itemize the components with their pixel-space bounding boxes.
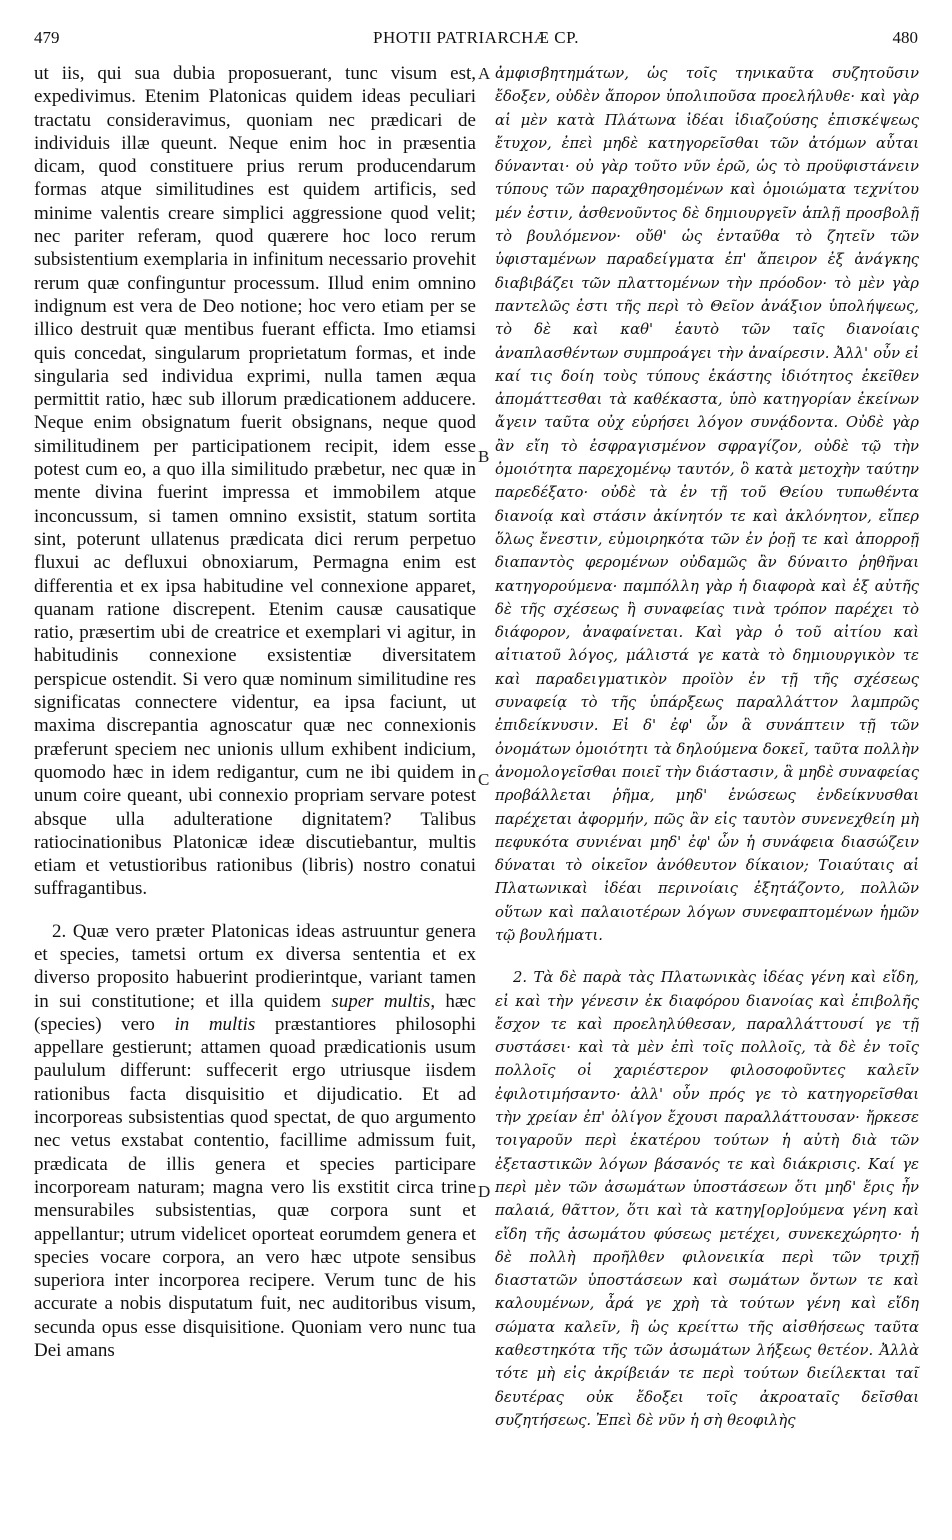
latin-paragraph-2 xyxy=(34,920,476,1363)
greek-column xyxy=(495,62,919,1432)
page-number-right: 480 xyxy=(892,28,918,47)
latin-column xyxy=(34,62,476,1362)
margin-marker-d: D xyxy=(478,1182,491,1201)
latin-paragraph-1: ut iis, qui sua dubia proposuerant, tunc visum est, expedivimus. Etenim Platonicas quidem ideas peculiari tractatu consideravimus, quoniam nec prædicari de individuis illæ queunt. Neque enim hoc in præsentia dicam, quod constituere prius rerum producendarum formas atque similitudines est quidem artificis, sed minime valentis creare simplici aggressione quod velit; nec pariter referam, quod quærere hoc loco rerum subsistentium exemplaria in infinitum necessario provehit rerum quæ confinguntur processum. Illud enim omnino indignum est vera de Deo notione; hoc vero etiam per se illico destruit quæ mentibus fuerant efficta. Imo etiamsi quis concedat, singularum proprietatum formas, et inde singularia sed individua exprimi, nulla tamen æqua permittit ratio, hæc sub illorum prædicationem adducere. Neque enim obsignatum fuerit obsignans, neque quod similitudinem per participationem recipit, idem esse potest cum eo, a quo illa similitudo præbetur, nec quæ in mente divina fuerint impressa et immobilem atque inconcussum, si tamen omnino exsistit, statum sortita sint, poterunt ullatenus prædicata dici rerum perpetuo fluxui ac defluxui obnoxiarum, Permagna enim est differentia et ex ipsa habitudine vel connexione apparet, quanam ratione discrepent. Etenim causæ causatique ratio, præsertim ubi de creatrice et exemplari vi agitur, in habitudinis connexione exsistentiæ diversitatem perspicue ostendit. Si vero quæ nominum similitudine res significatas connectere videntur, ea ipsa faciunt, ut maxima discrepantia agnoscatur quæ nec connexionis præferunt speciem nec unionis ullum exhibent indicium, quomodo hæc in idem redigantur, cum ne ibi quidem in unum coire queant, ubi connexio propriam servare potest absque ulla adulteratione dignitatem? Talibus ratiocinationibus Platonicæ ideæ discutiebantur, multis etiam et vetustioribus rationibus (libris) nostro conatui suffragantibus. xyxy=(34,63,476,900)
running-title: PHOTII PATRIARCHÆ CP. xyxy=(373,28,579,47)
page-number-left: 479 xyxy=(34,28,60,47)
margin-marker-c: C xyxy=(478,770,490,789)
greek-paragraph-2: 2. Τὰ δὲ παρὰ τὰς Πλατωνικὰς ἰδέας γένη καὶ εἴδη, εἰ καὶ τὴν γένεσιν ἐκ διαφόρου διανοίας καὶ ἐπιβολῆς ἔσχον τε καὶ προεληλύθεσαν, παραλλάττουσί γε τῇ συστάσει· καὶ τὰ μὲν ἐπὶ τοῖς πολλοῖς, τὰ δὲ ἐν τοῖς πολλοῖς οἱ χαριέστερον φιλοσοφοῦντες καλεῖν ἐφιλοτιμήσαντο· ἀλλ' οὖν πρός γε τὸ κατηγορεῖσθαι τὴν χρείαν ἐπ' ὀλίγον ἔχουσι παραλλάττουσαν· ἤρκεσε τοιγαροῦν περὶ ἑκατέρου τούτων ἡ αὐτὴ διὰ τῶν ἐξεταστικῶν λόγων βάσανός τε καὶ διάκρισις. Καί γε περὶ μὲν τῶν ἀσωμάτων ὑποστάσεων ὅτι μηδ' ἔρις ἦν παλαιά, θᾶττον, ὅτι καὶ τὰ κατηγ[ορ]ούμενα γένη καὶ εἴδη τῆς ἀσωμάτου φύσεως μετέχει, συνεκεχώρητο· ἡ δὲ πολλὴ προῆλθεν φιλονεικία περὶ τῶν τριχῇ διαστατῶν ὑποστάσεων καὶ σωμάτων ὄντων τε καὶ καλουμένων, ἆρά γε χρὴ τὰ τούτων γένη καὶ εἴδη σώματα καλεῖν, ἢ ὡς κρείττω τῆς αἰσθήσεως ταῦτα καθεστηκότα τῆς τῶν ἀσωμάτων λήξεως θετέον. Ἀλλὰ τότε μὴ εἰς ἀκρίβειάν τε περὶ τούτων διείλεκται ταῖ δευτέρας οὐκ ἔδοξει τοῖς ἀκροαταῖς δεῖσθαι συζητήσεως. Ἐπεὶ δὲ νῦν ἡ σὴ θεοφιλὴς xyxy=(495,969,919,1429)
margin-marker-a: A xyxy=(478,64,491,83)
latin-para2-text-b: , hæc (species) vero xyxy=(34,990,476,1035)
running-header xyxy=(34,28,918,58)
margin-marker-b: B xyxy=(478,447,490,466)
latin-para2-text-c: præstantiores philosophi appellare gestierunt; attamen quoad prædicationis usum paululum differunt: suffecerit ergo utriusque iisdem rationibus facta disquisitio et dijudicatio. Et ad incorporeas subsistentias quod spectat, de quo argumento nec vetus exstabat contentio, facillime admissum fuit, prædicata de illis genera et species participare incorpoream naturam; magna vero lis exstitit circa trine mensurabiles subsistentias, quæ corpora sunt et appellantur; utrum videlicet oporteat eorumdem genera et species vocare corpora, an vero hæc utpote sensibus superiora inter incorporea recipere. Verum tunc de his accurate a nobis disputatum fuit, nec auditoribus visum, secunda opus esse disquisitione. Quoniam vero nunc tua Dei amans xyxy=(34,1013,476,1362)
latin-para2-text-a: 2. Quæ vero præter Platonicas ideas astruuntur genera et species, tametsi ortum ex diversa sententia et ex diverso proposito habuerint prodierintque, variant tamen in sui constitutione; et illa quidem xyxy=(34,920,476,1012)
latin-para2-italic-2: in multis xyxy=(174,1013,256,1035)
greek-paragraph-1: ἀμφισβητημάτων, ὡς τοῖς τηνικαῦτα συζητοῦσιν ἔδοξεν, οὐδὲν ἄπορον ὑπολιποῦσα προελήλυθε· καὶ γὰρ αἱ μὲν κατὰ Πλάτωνα ἰδέαι ἰδιαζούσης ἐπισκέψεως ἔτυχον, ἐπεὶ μηδὲ κατηγορεῖσθαι τῶν ἀτόμων αὗται δύνανται· οὐ γὰρ τοῦτο νῦν ἐρῶ, ὡς τὸ προϋφιστάνειν τύπους τῶν παραχθησομένων καὶ ὁμοιώματα τεχνίτου μέν ἐστιν, ἀσθενοῦντος δὲ δημιουργεῖν ἁπλῇ προσβολῇ τὸ βουλόμενον· οὔθ' ὡς ἐνταῦθα τὸ ζητεῖν τῶν ὑφισταμένων παραδείγματα ἐπ' ἄπειρον ἐξ ἀνάγκης διαβιβάζει τῶν πλαττομένων τὴν πρόοδον· τὸ μὲν γὰρ παντελῶς ἐστι τῆς περὶ τὸ Θεῖον ἀνάξιον ὑπολήψεως, τὸ δὲ καὶ καθ' ἑαυτὸ τῶν ταῖς διανοίαις ἀναπλασθέντων συμπροάγει τὴν ἀναίρεσιν. Ἀλλ' οὖν εἰ καί τις δοίη τοὺς τύπους ἑκάστης ἰδιότητος ἐκεῖθεν ἀπομάττεσθαι τὰ καθέκαστα, ὑπὸ κατηγορίαν ἐκείνων ἄγειν ταῦτα οὐχ εὑρήσει λόγον συνᾴδοντα. Οὐδὲ γὰρ ἂν εἴη τὸ ἐσφραγισμένον σφραγίζον, οὐδὲ τῷ τὴν ὁμοιότητα παρεχομένῳ ταυτόν, ὃ κατὰ μετοχὴν ταύτην παρεδέξατο· οὐδὲ τὰ ἐν τῇ τοῦ Θείου τυπωθέντα διανοίᾳ καὶ στάσιν ἀκίνητόν τε καὶ ἀκλόνητον, εἴπερ ὅλως ἔνεστιν, εὐμοιρηκότα τῶν ἐν ῥοῇ τε καὶ ἀπορροῇ διαπαντὸς φερομένων οὐδαμῶς ἂν δύναιτο ῥηθῆναι κατηγορούμενα· παμπόλλη γὰρ ἡ διαφορὰ καὶ ἐξ αὐτῆς δὲ τῆς σχέσεως ἢ συναφείας τινὰ τρόπον παρέχει τὸ διάφορον, ἀναφαίνεται. Καὶ γὰρ ὁ τοῦ αἰτίου καὶ αἰτιατοῦ λόγος, μάλιστά γε κατὰ τὸ δημιουργικὸν τε καὶ παραδειγματικὸν προϊὸν ἐν τῇ τῆς σχέσεως συναφείᾳ τὸ τῆς ὑπάρξεως παραλλάττον λαμπρῶς ἐπιδείκνυσιν. Εἰ δ' ἐφ' ὧν ἃ συνάπτειν τῇ τῶν ὀνομάτων ὁμοιότητι τὰ δηλούμενα δοκεῖ, ταῦτα πολλὴν ἀνομολογεῖσθαι ποιεῖ τὴν διάστασιν, ἃ μηδὲ συναφείας προβάλλεται ῥῆμα, μηδ' ἑνώσεως ἐνδείκνυσθαι παρέχεται ἀφορμήν, πῶς ἂν εἰς ταυτὸν συνενεχθείη μὴ πεφυκότα συνιέναι μηδ' ἐφ' ὧν ἡ συνάφεια διασώζειν δύναται τὸ οἰκεῖον ἀνόθευτον δίκαιον; Τοιαύταις αἱ Πλατωνικαὶ ἰδέαι περινοίαις ἐξητάζοντο, πολλῶν οὕτων καὶ παλαιοτέρων λόγων συνεφαπτομένων ἡμῶν τῷ βουλήματι. xyxy=(495,65,919,944)
latin-para2-italic-1: super multis xyxy=(331,990,431,1012)
